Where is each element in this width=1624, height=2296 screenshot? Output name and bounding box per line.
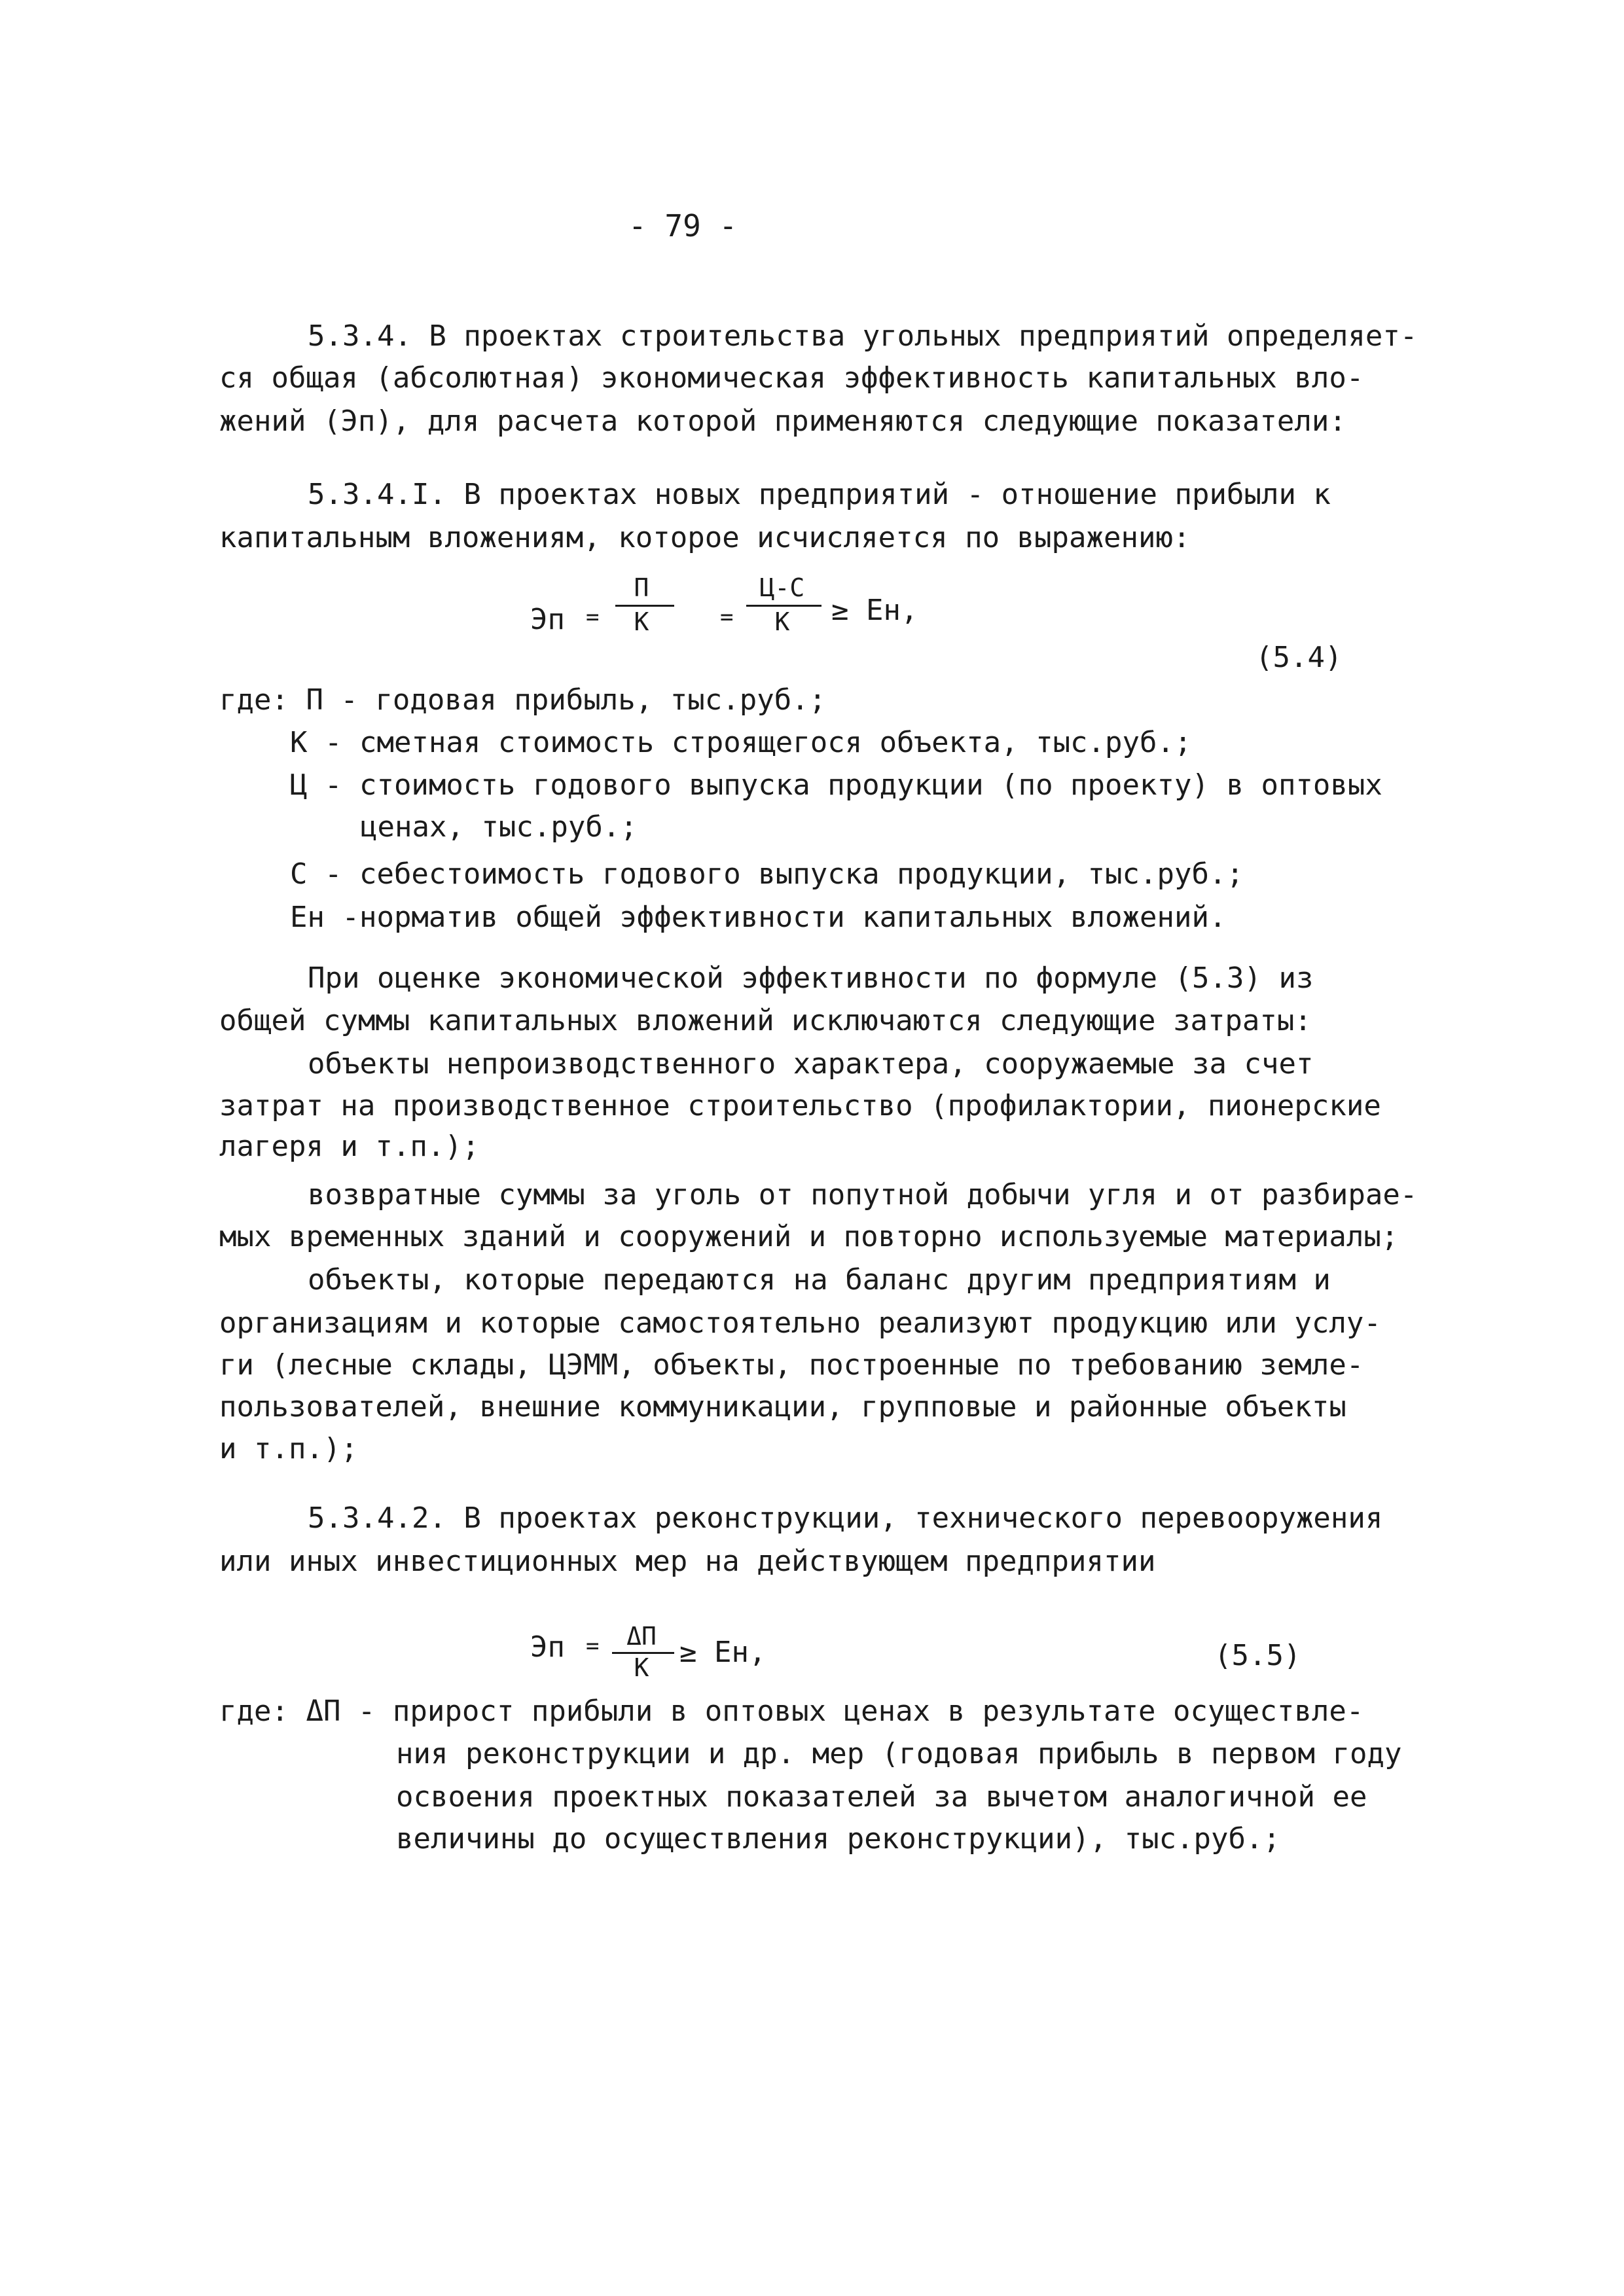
text-line: 5.3.4.I. В проектах новых предприятий - отношение прибыли к: [308, 478, 1331, 511]
definition-line: ценах, тыс.руб.;: [360, 810, 638, 844]
formula-number: (5.4): [1255, 641, 1343, 674]
text-line: и т.п.);: [219, 1432, 358, 1465]
text-line: 5.3.4.2. В проектах реконструкции, технического перевооружения: [308, 1501, 1383, 1535]
fraction-bar: [615, 605, 674, 607]
definition-line: С - себестоимость годового выпуска продукции, тыс.руб.;: [290, 857, 1244, 891]
definition-line: Ен -норматив общей эффективности капитальных вложений.: [290, 901, 1227, 934]
formula-equals: =: [586, 604, 600, 630]
definition-line: Ц - стоимость годового выпуска продукции (по проекту) в оптовых: [290, 768, 1382, 802]
text-line: капитальным вложениям, которое исчисляется по выражению:: [219, 521, 1191, 554]
definition-line: ния реконструкции и др. мер (годовая прибыль в первом году: [396, 1737, 1402, 1770]
formula-denominator: К: [634, 607, 649, 636]
text-line: или иных инвестиционных мер на действующем предприятии: [219, 1545, 1156, 1578]
text-line: затрат на производственное строительство (профилактории, пионерские: [219, 1089, 1381, 1122]
page-number: - 79 -: [628, 208, 738, 243]
definition-line: величины до осуществления реконструкции), тыс.руб.;: [396, 1822, 1281, 1856]
formula-numerator: П: [634, 573, 649, 602]
formula-lhs: Эп: [530, 1630, 565, 1664]
text-line: объекты непроизводственного характера, сооружаемые за счет: [308, 1047, 1314, 1081]
text-line: ся общая (абсолютная) экономическая эффективность капитальных вло-: [219, 361, 1364, 395]
formula-rhs: ≥ Ен,: [679, 1636, 767, 1669]
text-line: объекты, которые передаются на баланс другим предприятиям и: [308, 1263, 1331, 1297]
formula-denominator: К: [634, 1653, 649, 1682]
text-line: организациям и которые самостоятельно реализуют продукцию или услу-: [219, 1306, 1381, 1340]
definition-line: К - сметная стоимость строящегося объекта, тыс.руб.;: [290, 726, 1192, 759]
formula-numerator: ΔП: [626, 1622, 657, 1651]
text-line: возвратные суммы за уголь от попутной добычи угля и от разбирае-: [308, 1178, 1418, 1211]
text-line: лагеря и т.п.);: [219, 1130, 480, 1163]
text-line: общей суммы капитальных вложений исключаются следующие затраты:: [219, 1004, 1312, 1037]
formula-numerator: Ц-С: [759, 573, 805, 602]
text-line: жений (Эп), для расчета которой применяются следующие показатели:: [219, 404, 1346, 438]
definition-line: где: ΔП - прирост прибыли в оптовых ценах в результате осуществле-: [219, 1695, 1364, 1728]
definition-line: где: П - годовая прибыль, тыс.руб.;: [219, 683, 827, 717]
text-line: мых временных зданий и сооружений и повторно используемые материалы;: [219, 1220, 1399, 1253]
formula-denominator: К: [774, 607, 790, 636]
text-line: ги (лесные склады, ЦЭММ, объекты, построенные по требованию земле-: [219, 1348, 1364, 1382]
formula-equals: =: [586, 1633, 600, 1659]
text-line: При оценке экономической эффективности по формуле (5.3) из: [308, 961, 1314, 995]
formula-lhs: Эп: [530, 603, 565, 636]
formula-rhs: ≥ Ен,: [831, 594, 918, 627]
text-line: 5.3.4. В проектах строительства угольных предприятий определяет-: [308, 319, 1418, 353]
fraction-bar: [746, 605, 821, 607]
formula-number: (5.5): [1214, 1639, 1301, 1672]
text-line: пользователей, внешние коммуникации, групповые и районные объекты: [219, 1390, 1346, 1424]
definition-line: освоения проектных показателей за вычетом аналогичной ее: [396, 1780, 1367, 1814]
formula-equals: =: [720, 604, 734, 630]
